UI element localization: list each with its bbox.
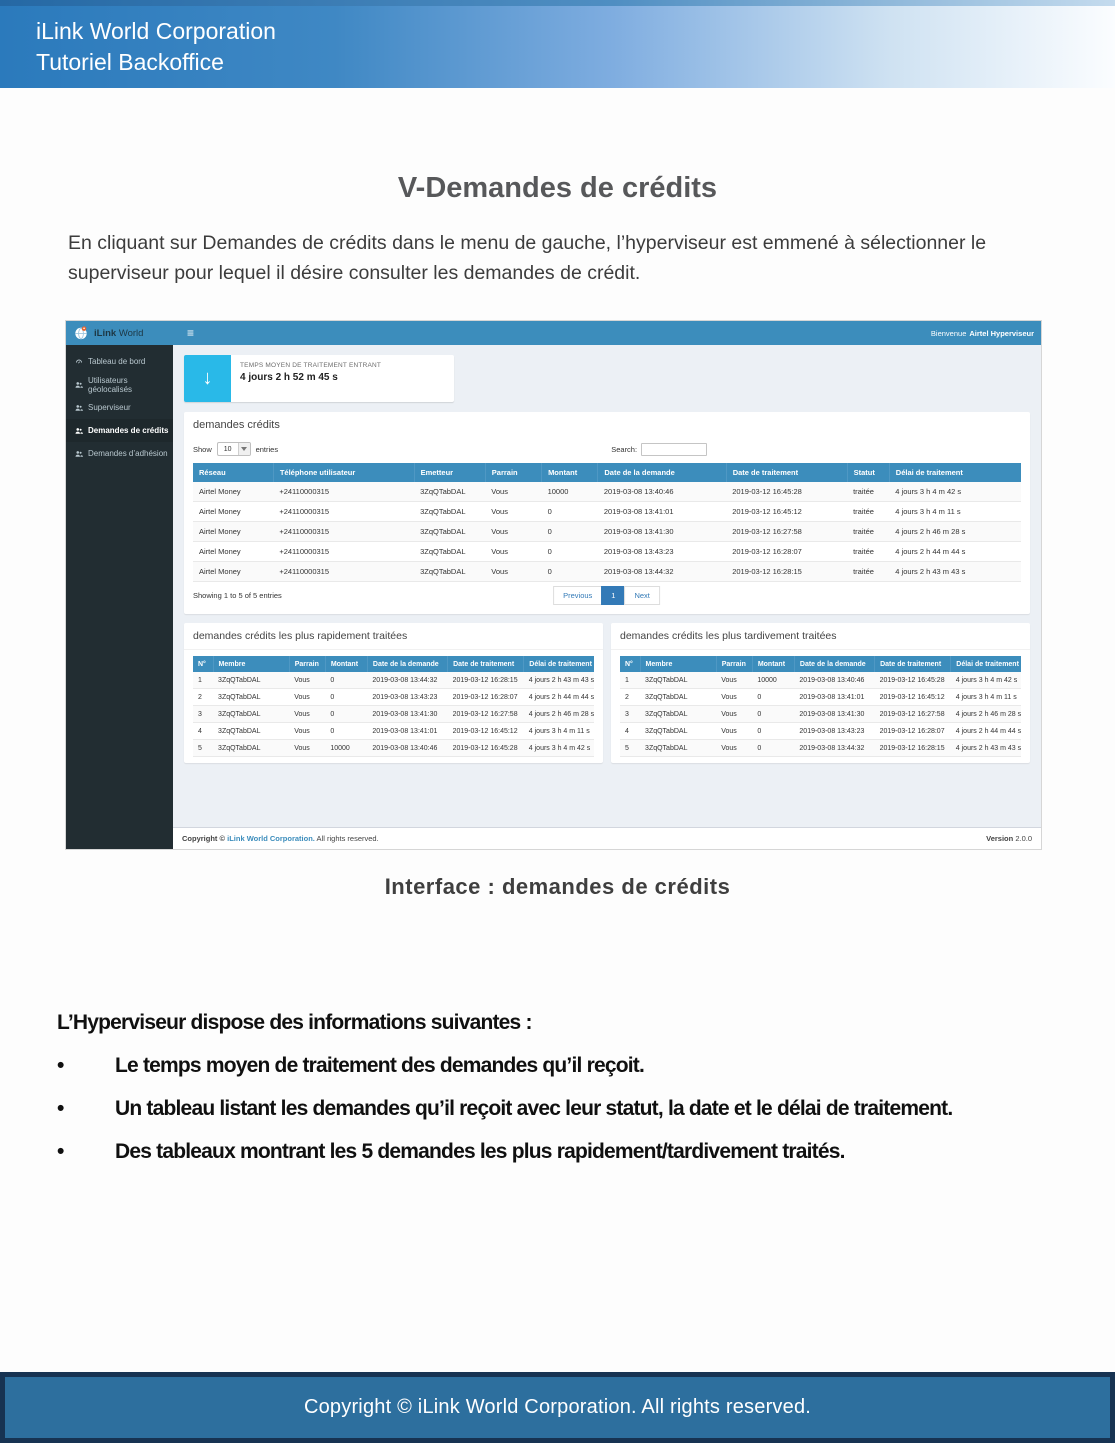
table-cell: 3 bbox=[193, 706, 213, 723]
intro-paragraph: En cliquant sur Demandes de crédits dans le menu de gauche, l’hyperviseur est emmené à sélectionner le superviseur pour lequel il désire consulter les demandes de crédit. bbox=[68, 232, 987, 284]
table-cell: Airtel Money bbox=[193, 482, 273, 502]
brand-regular: World bbox=[118, 327, 144, 339]
table-cell: 3ZqQTabDAL bbox=[213, 672, 289, 689]
table-cell: 3ZqQTabDAL bbox=[414, 502, 485, 522]
sidebar-item-label: Demandes d’adhésion bbox=[88, 449, 168, 458]
infobox-value: 4 jours 2 h 52 m 45 s bbox=[240, 372, 338, 383]
welcome-username: Airtel Hyperviseur bbox=[969, 328, 1034, 338]
table-cell: +24110000315 bbox=[273, 522, 414, 542]
table-cell: Vous bbox=[485, 542, 541, 562]
table-cell: 4 jours 3 h 4 m 11 s bbox=[889, 502, 1021, 522]
table-cell: 0 bbox=[325, 706, 367, 723]
app-logo[interactable] bbox=[66, 321, 178, 345]
sidebar-item-tableau-de-bord[interactable] bbox=[66, 350, 173, 373]
table-cell: 2019-03-12 16:28:07 bbox=[448, 689, 524, 706]
table-cell: Vous bbox=[289, 672, 325, 689]
table-cell: 0 bbox=[542, 502, 598, 522]
users-icon bbox=[75, 381, 83, 389]
table-cell: Vous bbox=[485, 482, 541, 502]
table-cell: 4 jours 2 h 46 m 28 s bbox=[951, 706, 1021, 723]
table-cell: 0 bbox=[752, 689, 794, 706]
column-header: Téléphone utilisateur bbox=[273, 463, 414, 482]
copyright-prefix: Copyright © bbox=[182, 834, 228, 843]
table-cell: 5 bbox=[193, 740, 213, 757]
page-footer-text: Copyright © iLink World Corporation. All rights reserved. bbox=[303, 1396, 812, 1418]
app-navbar bbox=[66, 321, 1041, 345]
table-cell: 2 bbox=[620, 689, 640, 706]
brand-text bbox=[94, 328, 143, 339]
bullet-item: • Des tableaux montrant les 5 demandes les plus rapidement/tardivement traités. bbox=[57, 1137, 1067, 1167]
table-cell: 10000 bbox=[752, 672, 794, 689]
demandes-credits-table bbox=[193, 463, 1021, 582]
column-header: Réseau bbox=[193, 463, 273, 482]
copyright-company: iLink World Corporation. bbox=[227, 834, 315, 843]
table-cell: 2019-03-08 13:41:30 bbox=[794, 706, 874, 723]
table-cell: 2019-03-08 13:41:30 bbox=[598, 522, 726, 542]
table-cell: 2019-03-12 16:27:58 bbox=[726, 522, 847, 542]
users-icon bbox=[75, 404, 83, 412]
table-cell: traitée bbox=[847, 542, 889, 562]
banner-subtitle: Tutoriel Backoffice bbox=[36, 49, 224, 75]
table-cell: +24110000315 bbox=[273, 562, 414, 582]
table-cell: 3ZqQTabDAL bbox=[213, 706, 289, 723]
table-cell: 4 jours 2 h 43 m 43 s bbox=[524, 672, 594, 689]
table-cell: 2019-03-12 16:27:58 bbox=[448, 706, 524, 723]
table-cell: 4 jours 2 h 44 m 44 s bbox=[889, 542, 1021, 562]
table-cell: 0 bbox=[752, 706, 794, 723]
table-cell: 4 jours 3 h 4 m 42 s bbox=[524, 740, 594, 757]
column-header: Parrain bbox=[716, 656, 752, 672]
table-cell: 2019-03-12 16:45:28 bbox=[875, 672, 951, 689]
table-cell: 3ZqQTabDAL bbox=[414, 562, 485, 582]
table-cell: 10000 bbox=[542, 482, 598, 502]
table-cell: 2019-03-12 16:45:28 bbox=[726, 482, 847, 502]
table-cell: 3ZqQTabDAL bbox=[640, 723, 716, 740]
table-cell: 3ZqQTabDAL bbox=[414, 482, 485, 502]
table-row bbox=[620, 740, 1021, 757]
page-1-button[interactable]: 1 bbox=[601, 586, 625, 605]
table-cell: +24110000315 bbox=[273, 542, 414, 562]
sidebar-item-label: Tableau de bord bbox=[88, 357, 146, 366]
table-cell: 4 jours 2 h 46 m 28 s bbox=[889, 522, 1021, 542]
banner-company: iLink World Corporation bbox=[36, 18, 276, 44]
column-header: Date de traitement bbox=[726, 463, 847, 482]
table-cell: 4 jours 3 h 4 m 11 s bbox=[951, 689, 1021, 706]
column-header: Délai de traitement bbox=[889, 463, 1021, 482]
column-header: Emetteur bbox=[414, 463, 485, 482]
page-footer-bar bbox=[0, 1372, 1115, 1443]
table-cell: 3ZqQTabDAL bbox=[640, 689, 716, 706]
table-cell: 3ZqQTabDAL bbox=[213, 689, 289, 706]
page-title: V-Demandes de crédits bbox=[397, 172, 718, 204]
pagination bbox=[554, 586, 660, 605]
table-cell: 4 jours 2 h 43 m 43 s bbox=[951, 740, 1021, 757]
table-cell: Vous bbox=[289, 706, 325, 723]
demandes-credits-panel bbox=[184, 412, 1030, 614]
table-row bbox=[620, 723, 1021, 740]
column-header: Date de traitement bbox=[448, 656, 524, 672]
table-cell: 3ZqQTabDAL bbox=[640, 672, 716, 689]
column-header: Délai de traitement bbox=[951, 656, 1021, 672]
table-cell: traitée bbox=[847, 482, 889, 502]
table-cell: traitée bbox=[847, 522, 889, 542]
version-value: 2.0.0 bbox=[1013, 834, 1032, 843]
table-cell: Vous bbox=[716, 740, 752, 757]
table-cell: 4 jours 3 h 4 m 11 s bbox=[524, 723, 594, 740]
slowest-panel-title: demandes crédits les plus tardivement traitées bbox=[611, 623, 1030, 650]
table-cell: Airtel Money bbox=[193, 502, 273, 522]
table-cell: +24110000315 bbox=[273, 482, 414, 502]
table-cell: 4 bbox=[193, 723, 213, 740]
table-cell: 2019-03-12 16:45:12 bbox=[875, 689, 951, 706]
column-header: Parrain bbox=[485, 463, 541, 482]
sidebar-item-demandes-de-credits[interactable] bbox=[66, 419, 173, 442]
table-cell: 2019-03-08 13:43:23 bbox=[598, 542, 726, 562]
table-cell: Vous bbox=[716, 706, 752, 723]
dashboard-icon bbox=[75, 358, 83, 366]
table-cell: 1 bbox=[193, 672, 213, 689]
table-cell: Vous bbox=[716, 723, 752, 740]
entries-select-value: 10 bbox=[223, 445, 232, 453]
table-cell: Airtel Money bbox=[193, 522, 273, 542]
column-header: Membre bbox=[213, 656, 289, 672]
column-header: Date de traitement bbox=[875, 656, 951, 672]
table-cell: 2019-03-12 16:45:12 bbox=[726, 502, 847, 522]
table-row bbox=[193, 482, 1021, 502]
table-cell: 2019-03-08 13:44:32 bbox=[598, 562, 726, 582]
hamburger-menu-icon[interactable]: ≡ bbox=[187, 326, 195, 340]
table-cell: 2019-03-12 16:28:07 bbox=[875, 723, 951, 740]
table-cell: 2019-03-08 13:40:46 bbox=[367, 740, 447, 757]
table-cell: 2019-03-12 16:45:12 bbox=[448, 723, 524, 740]
table-cell: Vous bbox=[485, 522, 541, 542]
table-cell: Vous bbox=[485, 562, 541, 582]
table-cell: 2019-03-12 16:27:58 bbox=[875, 706, 951, 723]
table-cell: 3ZqQTabDAL bbox=[640, 706, 716, 723]
table-cell: 2019-03-08 13:41:01 bbox=[794, 689, 874, 706]
table-cell: 2019-03-08 13:40:46 bbox=[598, 482, 726, 502]
table-cell: 2019-03-12 16:28:15 bbox=[726, 562, 847, 582]
table-row bbox=[193, 740, 594, 757]
table-cell: 2019-03-08 13:41:30 bbox=[367, 706, 447, 723]
slowest-panel bbox=[611, 623, 1030, 763]
info-bullet-list bbox=[57, 1051, 1067, 1167]
table-cell: 2019-03-12 16:28:15 bbox=[875, 740, 951, 757]
bullet-item: • Le temps moyen de traitement des demandes qu’il reçoit. bbox=[57, 1051, 1067, 1081]
column-header: Membre bbox=[640, 656, 716, 672]
table-cell: 4 jours 3 h 4 m 42 s bbox=[889, 482, 1021, 502]
sidebar-item-demandes-adhesion[interactable] bbox=[66, 442, 173, 465]
infobox-label: TEMPS MOYEN DE TRAITEMENT ENTRANT bbox=[240, 362, 382, 369]
app-copyright bbox=[182, 834, 379, 843]
table-cell: 4 bbox=[620, 723, 640, 740]
figure-caption: Interface : demandes de crédits bbox=[384, 874, 731, 899]
table-cell: traitée bbox=[847, 502, 889, 522]
table-cell: 0 bbox=[752, 740, 794, 757]
table-cell: 3ZqQTabDAL bbox=[640, 740, 716, 757]
table-cell: 2019-03-08 13:41:01 bbox=[367, 723, 447, 740]
backoffice-screenshot bbox=[65, 320, 1042, 850]
column-header: Statut bbox=[847, 463, 889, 482]
table-row bbox=[620, 706, 1021, 723]
table-cell: 3ZqQTabDAL bbox=[213, 740, 289, 757]
slowest-table bbox=[620, 656, 1021, 757]
column-header: Date de la demande bbox=[367, 656, 447, 672]
info-block bbox=[57, 1008, 1067, 1167]
globe-icon bbox=[74, 326, 88, 340]
table-row bbox=[193, 542, 1021, 562]
table-row bbox=[193, 723, 594, 740]
column-header: Montant bbox=[752, 656, 794, 672]
app-content bbox=[173, 345, 1041, 849]
table-cell: Vous bbox=[289, 689, 325, 706]
table-cell: 4 jours 2 h 44 m 44 s bbox=[951, 723, 1021, 740]
column-header: Délai de traitement bbox=[524, 656, 594, 672]
table-cell: 2019-03-08 13:43:23 bbox=[367, 689, 447, 706]
fastest-panel bbox=[184, 623, 603, 763]
welcome-user[interactable] bbox=[931, 321, 1041, 345]
column-header: Date de la demande bbox=[598, 463, 726, 482]
document-header-banner bbox=[0, 0, 1115, 88]
table-cell: 0 bbox=[325, 689, 367, 706]
table-cell: 0 bbox=[325, 723, 367, 740]
table-row bbox=[193, 672, 594, 689]
search-label: Search: bbox=[611, 444, 638, 454]
table-cell: 4 jours 3 h 4 m 42 s bbox=[951, 672, 1021, 689]
show-label: Show bbox=[193, 444, 212, 454]
table-cell: 2019-03-12 16:28:15 bbox=[448, 672, 524, 689]
column-header: Montant bbox=[542, 463, 598, 482]
table-cell: 2019-03-08 13:41:01 bbox=[598, 502, 726, 522]
down-arrow-icon: ↓ bbox=[184, 355, 231, 402]
users-icon bbox=[75, 427, 83, 435]
app-version bbox=[986, 834, 1032, 843]
entries-select[interactable] bbox=[217, 442, 251, 456]
next-button[interactable]: Next bbox=[624, 586, 659, 605]
table-cell: Vous bbox=[716, 689, 752, 706]
table-cell: 4 jours 2 h 46 m 28 s bbox=[524, 706, 594, 723]
table-cell: 4 jours 2 h 44 m 44 s bbox=[524, 689, 594, 706]
table-cell: Vous bbox=[485, 502, 541, 522]
column-header: Montant bbox=[325, 656, 367, 672]
table-cell: 10000 bbox=[325, 740, 367, 757]
table-cell: 1 bbox=[620, 672, 640, 689]
brand-bold: iLink bbox=[94, 327, 117, 339]
fastest-panel-title: demandes crédits les plus rapidement traitées bbox=[184, 623, 603, 650]
welcome-prefix: Bienvenue bbox=[930, 328, 967, 338]
table-cell: 3ZqQTabDAL bbox=[414, 522, 485, 542]
table-cell: 2019-03-08 13:40:46 bbox=[794, 672, 874, 689]
table-cell: 0 bbox=[752, 723, 794, 740]
table-row bbox=[193, 562, 1021, 582]
users-icon bbox=[75, 450, 83, 458]
column-header: Date de la demande bbox=[794, 656, 874, 672]
entries-label: entries bbox=[255, 444, 279, 454]
avg-processing-infobox bbox=[184, 355, 454, 402]
previous-button[interactable]: Previous bbox=[553, 586, 602, 605]
copyright-rights: All rights reserved. bbox=[314, 834, 379, 843]
table-cell: traitée bbox=[847, 562, 889, 582]
sidebar-item-utilisateurs-geolocalises[interactable] bbox=[66, 373, 173, 396]
table-cell: 3ZqQTabDAL bbox=[213, 723, 289, 740]
sidebar-item-label: Superviseur bbox=[88, 403, 131, 412]
table-cell: 2 bbox=[193, 689, 213, 706]
column-header: N° bbox=[620, 656, 640, 672]
table-cell: 3ZqQTabDAL bbox=[414, 542, 485, 562]
chevron-down-icon bbox=[238, 443, 250, 455]
table-cell: 2019-03-12 16:28:07 bbox=[726, 542, 847, 562]
app-footer bbox=[173, 827, 1041, 849]
table-cell: +24110000315 bbox=[273, 502, 414, 522]
fastest-table bbox=[193, 656, 594, 757]
table-cell: 0 bbox=[542, 522, 598, 542]
table-cell: 0 bbox=[542, 562, 598, 582]
version-label: Version bbox=[986, 834, 1014, 843]
table-cell: 2019-03-08 13:43:23 bbox=[794, 723, 874, 740]
table-cell: Airtel Money bbox=[193, 542, 273, 562]
table-cell: 2019-03-12 16:45:28 bbox=[448, 740, 524, 757]
table-cell: 0 bbox=[325, 672, 367, 689]
column-header: Parrain bbox=[289, 656, 325, 672]
table-cell: 0 bbox=[542, 542, 598, 562]
sidebar-item-superviseur[interactable] bbox=[66, 396, 173, 419]
sidebar-item-label: Demandes de crédits bbox=[88, 426, 169, 435]
column-header: N° bbox=[193, 656, 213, 672]
table-row bbox=[193, 689, 594, 706]
table-cell: Vous bbox=[289, 740, 325, 757]
table-cell: Vous bbox=[716, 672, 752, 689]
info-heading: L’Hyperviseur dispose des informations suivantes : bbox=[57, 1011, 532, 1034]
table-cell: 2019-03-08 13:44:32 bbox=[367, 672, 447, 689]
table-cell: 2019-03-08 13:44:32 bbox=[794, 740, 874, 757]
bullet-item: • Un tableau listant les demandes qu’il reçoit avec leur statut, la date et le délai de traitement. bbox=[57, 1094, 1067, 1124]
table-cell: Vous bbox=[289, 723, 325, 740]
table-cell: 5 bbox=[620, 740, 640, 757]
table-row bbox=[193, 522, 1021, 542]
table-row bbox=[193, 502, 1021, 522]
table-cell: 4 jours 2 h 43 m 43 s bbox=[889, 562, 1021, 582]
entries-summary: Showing 1 to 5 of 5 entries bbox=[193, 591, 282, 600]
table-row bbox=[620, 672, 1021, 689]
search-input[interactable] bbox=[641, 443, 707, 456]
table-cell: 3 bbox=[620, 706, 640, 723]
table-cell: Airtel Money bbox=[193, 562, 273, 582]
app-sidebar bbox=[66, 345, 173, 849]
sidebar-item-label: Utilisateurs géolocalisés bbox=[88, 375, 133, 394]
table-row bbox=[193, 706, 594, 723]
table-row bbox=[620, 689, 1021, 706]
panel-title: demandes crédits bbox=[193, 419, 280, 431]
